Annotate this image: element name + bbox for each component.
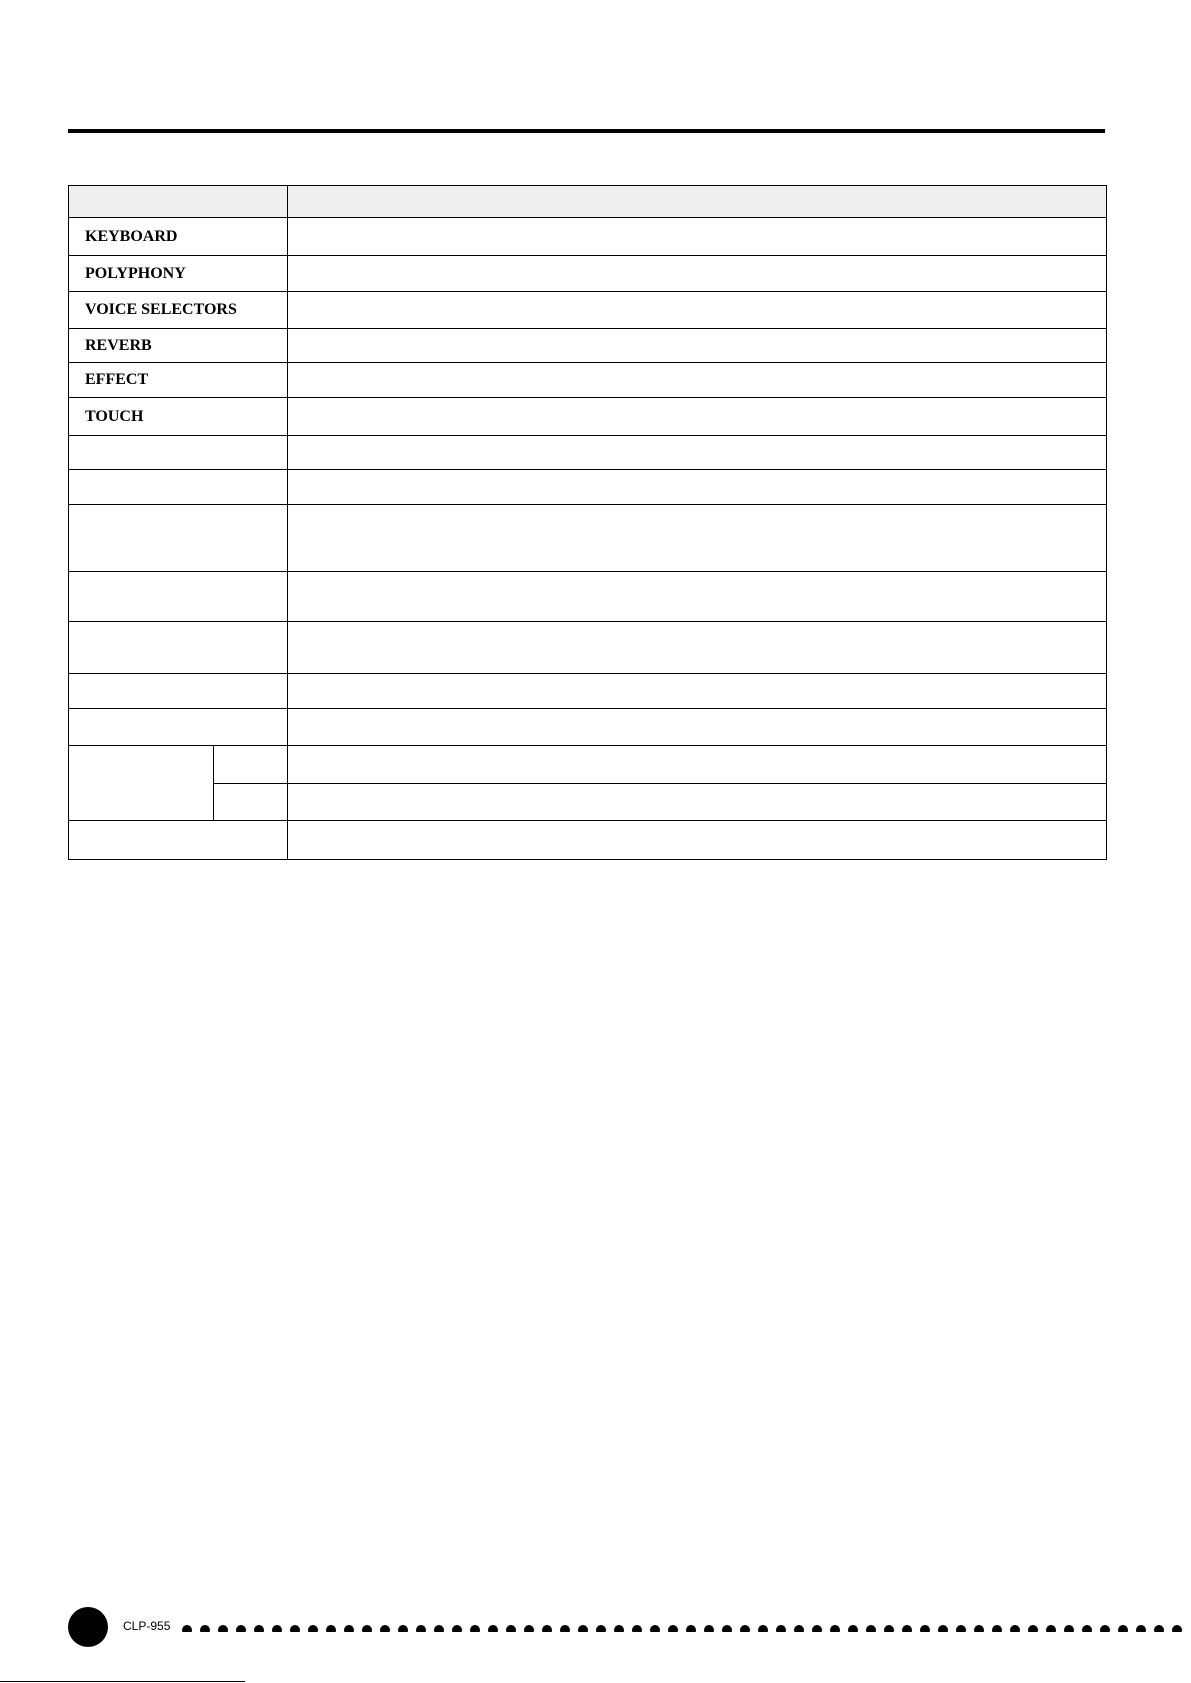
header-cell-spec [288,186,1107,218]
footer-dot [182,1625,192,1632]
footer-dot [722,1625,732,1632]
footer-dot [578,1625,588,1632]
table-row [69,436,1107,470]
spec-value [288,622,1107,674]
spec-label [69,821,288,860]
footer-dot [1046,1625,1056,1632]
spec-label [69,674,288,709]
footer-dot [218,1625,228,1632]
footer-dot-leader [182,1622,1191,1632]
model-name: CLP-955 [123,1619,171,1633]
footer-dot [902,1625,912,1632]
footer-dot [254,1625,264,1632]
footer-dot [938,1625,948,1632]
spec-label [69,505,288,572]
spec-label-group [69,746,214,821]
footer-dot [632,1625,642,1632]
spec-value [288,674,1107,709]
header-rule [68,129,1105,133]
footer-dot [344,1625,354,1632]
footer-dot [830,1625,840,1632]
footer-dot [1136,1625,1146,1632]
spec-value [288,256,1107,292]
table-row [69,292,1107,329]
footer-dot [560,1625,570,1632]
footer-dot [596,1625,606,1632]
footer-dot [704,1625,714,1632]
footer-dot [290,1625,300,1632]
table-header-row [69,186,1107,218]
specifications-table [68,185,1107,860]
table-row [69,398,1107,436]
table-row [69,363,1107,398]
spec-value [288,505,1107,572]
spec-value [288,292,1107,329]
spec-value [288,470,1107,505]
spec-sublabel [214,746,288,784]
spec-value [288,784,1107,821]
footer-dot [668,1625,678,1632]
spec-value [288,363,1107,398]
footer-dot [956,1625,966,1632]
spec-label [69,572,288,622]
table-row [69,329,1107,363]
spec-sublabel [214,784,288,821]
footer-dot [740,1625,750,1632]
spec-label [69,622,288,674]
footer-dot [506,1625,516,1632]
footer-dot [1028,1625,1038,1632]
footer-dot [236,1625,246,1632]
footer-dot [326,1625,336,1632]
spec-value [288,398,1107,436]
footer-dot [794,1625,804,1632]
spec-value [288,709,1107,746]
footer-dot [308,1625,318,1632]
footer-dot [1082,1625,1092,1632]
footer-dot [200,1625,210,1632]
footer-dot [920,1625,930,1632]
footer-dot [866,1625,876,1632]
bottom-rule [0,1681,245,1682]
table-row [69,256,1107,292]
footer-dot [650,1625,660,1632]
footer-dot [524,1625,534,1632]
spec-label [69,436,288,470]
table-row [69,218,1107,256]
spec-label-touch: TOUCH [69,398,288,436]
spec-value [288,329,1107,363]
footer-dot [1118,1625,1128,1632]
spec-value [288,436,1107,470]
footer-dot [614,1625,624,1632]
table-row [69,622,1107,674]
footer-dot [470,1625,480,1632]
spec-label [69,709,288,746]
footer-dot [272,1625,282,1632]
spec-value [288,746,1107,784]
footer-dot [1064,1625,1074,1632]
footer-dot [452,1625,462,1632]
spec-value [288,572,1107,622]
spec-label-polyphony: POLYPHONY [69,256,288,292]
table-row [69,470,1107,505]
footer-dot [686,1625,696,1632]
footer-dot [1172,1625,1182,1632]
spec-label-keyboard: KEYBOARD [69,218,288,256]
footer-dot [380,1625,390,1632]
footer-dot [992,1625,1002,1632]
spec-label-voice-selectors: VOICE SELECTORS [69,292,288,329]
spec-value [288,821,1107,860]
footer-dot [812,1625,822,1632]
footer-dot [488,1625,498,1632]
table-row [69,505,1107,572]
footer-dot [1154,1625,1164,1632]
footer-dot [398,1625,408,1632]
footer-dot [362,1625,372,1632]
footer-dot [1010,1625,1020,1632]
footer-dot [542,1625,552,1632]
table-row [69,709,1107,746]
page-number-disc [68,1607,108,1647]
table-row [69,572,1107,622]
table-row [69,674,1107,709]
footer-dot [758,1625,768,1632]
footer-dot [884,1625,894,1632]
spec-label-effect: EFFECT [69,363,288,398]
header-cell-item [69,186,288,218]
spec-label [69,470,288,505]
spec-label-reverb: REVERB [69,329,288,363]
table-row [69,821,1107,860]
footer-dot [848,1625,858,1632]
footer-dot [776,1625,786,1632]
footer-dot [1100,1625,1110,1632]
footer-dot [434,1625,444,1632]
table-row [69,784,1107,821]
footer-dot [974,1625,984,1632]
footer-dot [416,1625,426,1632]
table-row [69,746,1107,784]
spec-value [288,218,1107,256]
